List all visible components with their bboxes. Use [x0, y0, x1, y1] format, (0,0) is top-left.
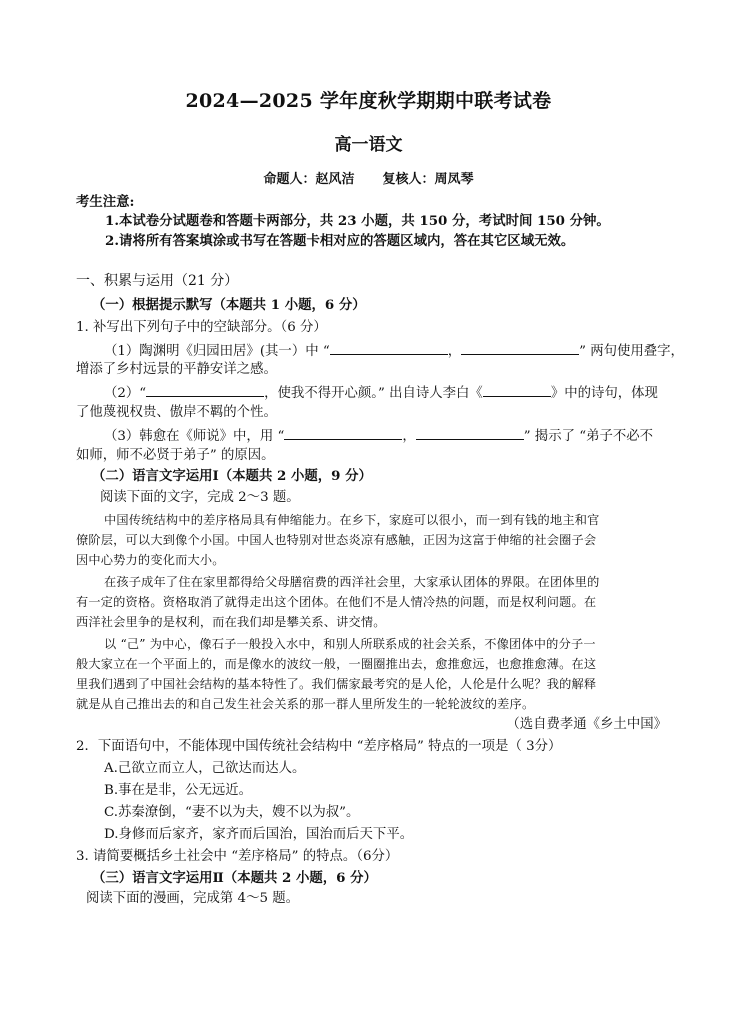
- question-1-2: （2）“ ，使我不得开心颜。” 出自诗人李白《 》中的诗句，体现: [104, 383, 658, 403]
- question-1-stem: 1. 补写出下列句子中的空缺部分。（6 分）: [76, 320, 327, 335]
- notice-heading: 考生注意:: [76, 194, 135, 210]
- exam-subject: 高一语文: [334, 135, 403, 155]
- answer-blank: [146, 383, 264, 397]
- question-2-option: A.己欲立而立人，己欲达而达人。: [104, 761, 306, 776]
- passage-line: 僚阶层，可以大到像个小国。中国人也特别对世态炎凉有感触，正因为这富于伸缩的社会圈子会: [76, 533, 597, 547]
- passage-line: 因中心势力的变化而大小。: [76, 553, 225, 567]
- reading-intro: 阅读下面的文字，完成 2～3 题。: [100, 490, 300, 505]
- passage-line: 以 “己” 为中心，像石子一般投入水中，和别人所联系成的社会关系，不像团体中的分子一: [104, 637, 596, 651]
- passage-line: 就是从自己推出去的和自己发生社会关系的那一群人里所发生的一轮轮波纹的差序。: [76, 697, 535, 711]
- notice-item: 1.本试卷分试题卷和答题卡两部分，共 23 小题，共 150 分，考试时间 150 分钟。: [105, 213, 610, 229]
- passage-line: 里我们遇到了中国社会结构的基本特性了。我们儒家最考究的是人伦，人伦是什么呢？我的解释: [76, 677, 597, 691]
- question-1-1-cont: 增添了乡村远景的平静安详之感。: [76, 362, 277, 377]
- question-2-option: B.事在是非，公无远近。: [104, 783, 253, 798]
- notice-item: 2.请将所有答案填涂或书写在答题卡相对应的答题区域内，答在其它区域无效。: [105, 233, 575, 249]
- section-heading: 一、积累与运用（21 分）: [76, 273, 239, 289]
- reviewer-label: 复核人：周凤琴: [382, 172, 474, 187]
- question-1-1: （1）陶渊明《归园田居》(其一）中 “ ， ” 两句使用叠字，: [104, 341, 684, 361]
- answer-blank: [483, 383, 551, 397]
- exam-title: 2024—2025 学年度秋学期期中联考试卷: [185, 90, 552, 112]
- question-3-stem: 3. 请简要概括乡土社会中 “差序格局” 的特点。（6分）: [76, 849, 399, 864]
- answer-blank: [416, 426, 524, 440]
- question-1-3-cont: 如师，师不必贤于弟子” 的原因。: [76, 448, 275, 463]
- passage-line: 西洋社会里争的是权利，而在我们却是攀关系、讲交情。: [76, 615, 386, 629]
- question-2-stem: 2．下面语句中，不能体现中国传统社会结构中 “差序格局” 特点的一项是（ 3分）: [76, 739, 562, 754]
- passage-source: （选自费孝通《乡土中国》: [506, 717, 667, 732]
- question-2-option: C.苏秦潦倒，“妻不以为夫，嫂不以为叔”。: [104, 805, 360, 820]
- question-2-option: D.身修而后家齐，家齐而后国治，国治而后天下平。: [104, 827, 414, 842]
- passage-line: 在孩子成年了住在家里都得给父母膳宿费的西洋社会里，大家承认团体的界限。在团体里的: [104, 575, 600, 589]
- setter-label: 命题人：赵风洁: [263, 172, 355, 187]
- reading-intro: 阅读下面的漫画，完成第 4～5 题。: [86, 891, 300, 906]
- part-heading: （三）语言文字运用Ⅱ（本题共 2 小题，6 分）: [92, 870, 377, 886]
- passage-line: 有一定的资格。资格取消了就得走出这个团体。在他们不是人情冷热的问题，而是权利问题。在: [76, 595, 597, 609]
- answer-blank: [284, 426, 402, 440]
- passage-line: 中国传统结构中的差序格局具有伸缩能力。在乡下，家庭可以很小，而一到有钱的地主和官: [104, 513, 600, 527]
- part-heading: （二）语言文字运用Ⅰ（本题共 2 小题，9 分）: [92, 468, 372, 484]
- part-heading: （一）根据提示默写（本题共 1 小题，6 分）: [92, 297, 366, 313]
- question-1-2-cont: 了他蔑视权贵、傲岸不羁的个性。: [76, 405, 277, 420]
- answer-blank: [461, 341, 579, 355]
- passage-line: 般大家立在一个平面上的，而是像水的波纹一般，一圈圈推出去，愈推愈远，也愈推愈薄。在这: [76, 657, 597, 671]
- answer-blank: [330, 341, 448, 355]
- question-1-3: （3）韩愈在《师说》中，用 “ ， ” 揭示了 “弟子不必不: [104, 426, 653, 446]
- exam-authors: [0, 168, 737, 187]
